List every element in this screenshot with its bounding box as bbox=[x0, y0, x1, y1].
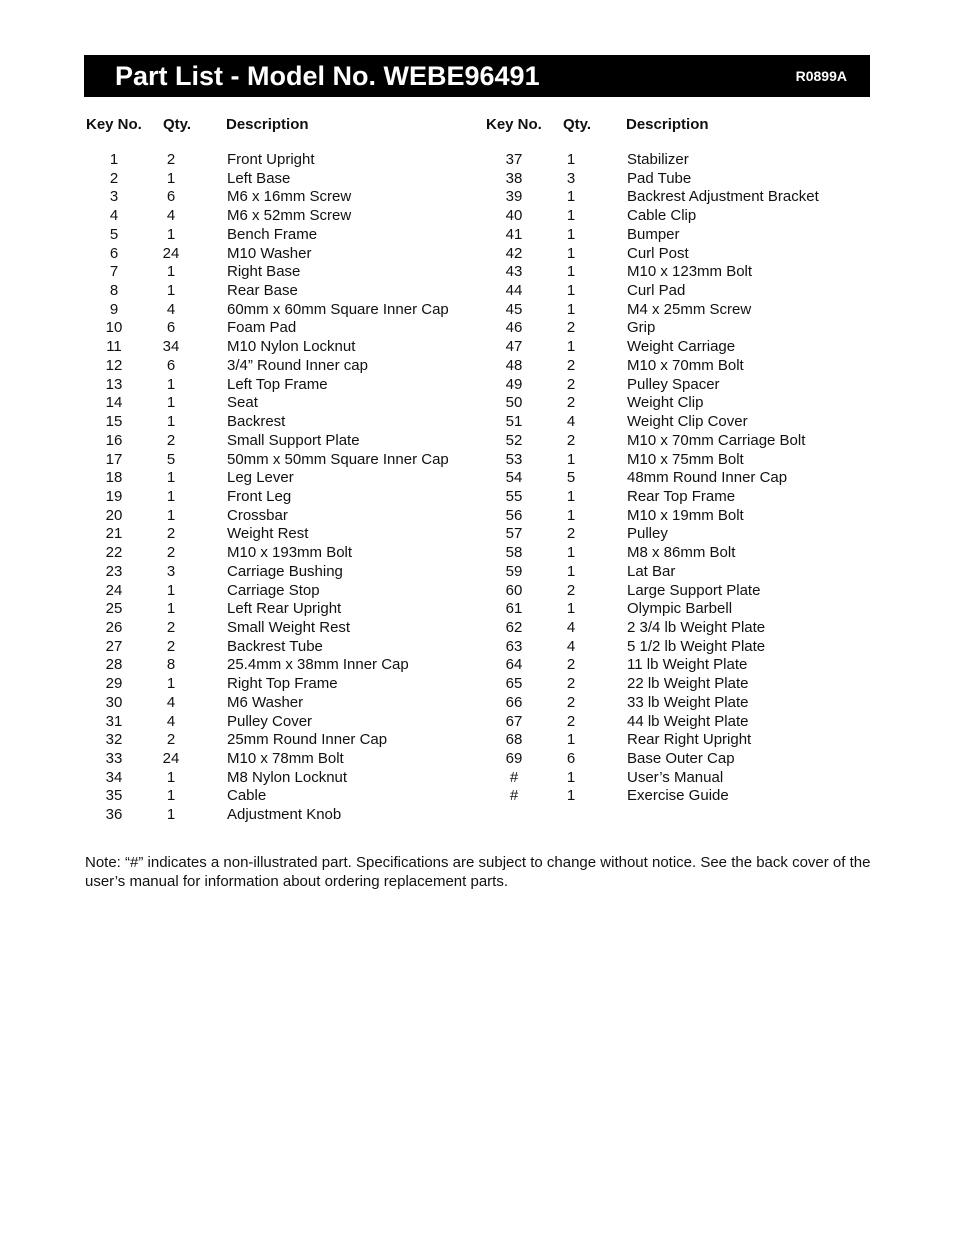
part-key-no: 30 bbox=[105, 693, 123, 711]
part-description: Backrest Adjustment Bracket bbox=[627, 188, 819, 206]
part-description: Rear Top Frame bbox=[627, 487, 736, 505]
part-qty: 2 bbox=[566, 375, 576, 393]
part-key-no: 60 bbox=[505, 581, 523, 599]
part-description: M6 x 52mm Screw bbox=[227, 207, 352, 225]
part-qty: 2 bbox=[166, 544, 176, 562]
part-description: Backrest Tube bbox=[227, 637, 323, 655]
part-key-no: 18 bbox=[105, 469, 123, 487]
part-description: Weight Carriage bbox=[627, 338, 736, 356]
part-description: M10 x 70mm Bolt bbox=[627, 356, 744, 374]
part-key-no: 35 bbox=[105, 787, 123, 805]
part-description: 2 3/4 lb Weight Plate bbox=[627, 618, 766, 636]
part-key-no: 48 bbox=[505, 356, 523, 374]
part-description: 11 lb Weight Plate bbox=[627, 656, 748, 674]
part-description: 50mm x 50mm Square Inner Cap bbox=[227, 450, 449, 468]
part-qty: 4 bbox=[566, 618, 576, 636]
part-key-no: 34 bbox=[105, 768, 123, 786]
part-key-no: 56 bbox=[505, 506, 523, 524]
part-description: M4 x 25mm Screw bbox=[627, 300, 752, 318]
part-description: Small Weight Rest bbox=[227, 618, 351, 636]
part-qty: 1 bbox=[166, 169, 176, 187]
part-qty: 24 bbox=[162, 244, 180, 262]
part-description: Crossbar bbox=[227, 506, 288, 524]
part-description: Adjustment Knob bbox=[227, 806, 342, 824]
part-qty: 2 bbox=[566, 581, 576, 599]
part-qty: 4 bbox=[166, 712, 176, 730]
part-description: 5 1/2 lb Weight Plate bbox=[627, 637, 766, 655]
part-key-no: 36 bbox=[105, 806, 123, 824]
part-qty: 1 bbox=[166, 394, 176, 412]
part-qty: 1 bbox=[566, 600, 576, 618]
part-qty: 4 bbox=[166, 207, 176, 225]
part-key-no: 64 bbox=[505, 656, 523, 674]
part-description: User’s Manual bbox=[627, 768, 724, 786]
part-description: Pulley Spacer bbox=[627, 375, 720, 393]
part-qty: 34 bbox=[162, 338, 180, 356]
part-qty: 2 bbox=[566, 712, 576, 730]
part-qty: 2 bbox=[566, 693, 576, 711]
part-key-no: 22 bbox=[105, 544, 123, 562]
part-description: Bumper bbox=[627, 225, 680, 243]
part-description: M8 x 86mm Bolt bbox=[627, 544, 736, 562]
part-key-no: 1 bbox=[109, 151, 119, 168]
part-key-no: 8 bbox=[109, 282, 119, 300]
part-key-no: 24 bbox=[105, 581, 123, 599]
part-description: 25.4mm x 38mm Inner Cap bbox=[227, 656, 409, 674]
part-key-no: 67 bbox=[505, 712, 523, 730]
part-qty: 1 bbox=[166, 581, 176, 599]
part-key-no: 54 bbox=[505, 469, 523, 487]
part-description: Lat Bar bbox=[627, 562, 676, 580]
part-qty: 1 bbox=[566, 225, 576, 243]
part-description: Cable bbox=[227, 787, 267, 805]
part-qty: 1 bbox=[166, 675, 176, 693]
part-key-no: 5 bbox=[109, 225, 119, 243]
part-qty: 24 bbox=[162, 750, 180, 767]
part-description: M10 x 70mm Carriage Bolt bbox=[627, 431, 806, 449]
part-key-no: 42 bbox=[505, 244, 523, 262]
part-key-no: 57 bbox=[505, 525, 523, 543]
part-description: M10 x 123mm Bolt bbox=[627, 263, 753, 281]
part-key-no: 27 bbox=[105, 637, 123, 655]
part-qty: 1 bbox=[166, 506, 176, 524]
part-description: 3/4” Round Inner cap bbox=[227, 356, 368, 374]
part-qty: 1 bbox=[566, 300, 576, 318]
part-qty: 1 bbox=[566, 562, 576, 580]
part-qty: 2 bbox=[166, 731, 176, 749]
part-key-no: 29 bbox=[105, 675, 123, 693]
part-description: Left Base bbox=[227, 169, 291, 187]
part-description: Stabilizer bbox=[627, 151, 689, 168]
part-qty: 8 bbox=[166, 656, 176, 674]
part-qty: 1 bbox=[566, 450, 576, 468]
part-key-no: 45 bbox=[505, 300, 523, 318]
part-key-no: 11 bbox=[106, 338, 122, 356]
part-qty: 4 bbox=[166, 693, 176, 711]
part-key-no: 3 bbox=[109, 188, 119, 206]
part-qty: 2 bbox=[166, 618, 176, 636]
part-key-no: 21 bbox=[105, 525, 123, 543]
part-description: Curl Pad bbox=[627, 282, 686, 300]
part-description: Right Base bbox=[227, 263, 301, 281]
part-key-no: 58 bbox=[505, 544, 523, 562]
part-key-no: 62 bbox=[505, 618, 523, 636]
part-description: Pulley bbox=[627, 525, 668, 543]
part-description: Pad Tube bbox=[627, 169, 692, 187]
part-qty: 2 bbox=[566, 656, 576, 674]
part-qty: 3 bbox=[166, 562, 176, 580]
part-qty: 1 bbox=[566, 487, 576, 505]
part-description: Base Outer Cap bbox=[627, 750, 735, 767]
part-description: Carriage Stop bbox=[227, 581, 320, 599]
part-description: M10 x 193mm Bolt bbox=[227, 544, 353, 562]
part-key-no: 63 bbox=[505, 637, 523, 655]
part-qty: 2 bbox=[566, 525, 576, 543]
part-qty: 1 bbox=[166, 413, 176, 431]
part-key-no: 43 bbox=[505, 263, 523, 281]
part-qty: 4 bbox=[166, 300, 176, 318]
part-key-no: 26 bbox=[105, 618, 123, 636]
part-description: M10 Nylon Locknut bbox=[227, 338, 356, 356]
part-description: Seat bbox=[227, 394, 258, 412]
part-description: 25mm Round Inner Cap bbox=[227, 731, 388, 749]
header-key-no: Key No. bbox=[86, 116, 142, 133]
part-key-no: 59 bbox=[505, 562, 523, 580]
part-qty: 1 bbox=[166, 487, 176, 505]
part-qty: 4 bbox=[566, 637, 576, 655]
part-description: M6 Washer bbox=[227, 693, 304, 711]
part-description: 22 lb Weight Plate bbox=[627, 675, 749, 693]
part-qty: 3 bbox=[566, 169, 576, 187]
part-qty: 1 bbox=[166, 600, 176, 618]
part-qty: 1 bbox=[566, 768, 576, 786]
part-qty: 6 bbox=[166, 188, 176, 206]
part-qty: 1 bbox=[566, 731, 576, 749]
part-description: Left Top Frame bbox=[227, 375, 328, 393]
part-description: M10 x 19mm Bolt bbox=[627, 506, 744, 524]
part-qty: 1 bbox=[566, 244, 576, 262]
part-key-no: 66 bbox=[505, 693, 523, 711]
part-qty: 4 bbox=[566, 413, 576, 431]
header-key-no: Key No. bbox=[486, 116, 542, 133]
part-description: Bench Frame bbox=[227, 225, 318, 243]
part-qty: 1 bbox=[166, 263, 176, 281]
part-qty: 1 bbox=[166, 768, 176, 786]
part-description: Pulley Cover bbox=[227, 712, 313, 730]
part-key-no: 68 bbox=[505, 731, 523, 749]
part-description: Weight Rest bbox=[227, 525, 309, 543]
part-key-no: # bbox=[509, 787, 519, 805]
part-qty: 1 bbox=[166, 469, 176, 487]
part-qty: 1 bbox=[566, 506, 576, 524]
header-description: Description bbox=[626, 116, 709, 133]
part-key-no: 28 bbox=[105, 656, 123, 674]
part-qty: 1 bbox=[166, 282, 176, 300]
part-description: Olympic Barbell bbox=[627, 600, 733, 618]
part-key-no: 17 bbox=[105, 450, 123, 468]
part-qty: 2 bbox=[566, 394, 576, 412]
part-qty: 1 bbox=[166, 787, 176, 805]
part-key-no: 2 bbox=[109, 169, 119, 187]
part-description: Front Upright bbox=[227, 151, 315, 168]
part-key-no: 12 bbox=[105, 356, 123, 374]
part-qty: 1 bbox=[166, 225, 176, 243]
part-qty: 1 bbox=[566, 282, 576, 300]
part-description: Foam Pad bbox=[227, 319, 297, 337]
part-key-no: 37 bbox=[505, 151, 523, 168]
part-key-no: 41 bbox=[505, 225, 523, 243]
part-key-no: 39 bbox=[505, 188, 523, 206]
part-key-no: 16 bbox=[105, 431, 123, 449]
part-key-no: 31 bbox=[105, 712, 123, 730]
part-description: Exercise Guide bbox=[627, 787, 729, 805]
part-key-no: 40 bbox=[505, 207, 523, 225]
part-description: Rear Base bbox=[227, 282, 298, 300]
part-qty: 2 bbox=[566, 431, 576, 449]
part-key-no: 50 bbox=[505, 394, 523, 412]
page-title: Part List - Model No. WEBE96491 bbox=[115, 61, 540, 91]
part-key-no: 15 bbox=[105, 413, 123, 431]
part-key-no: 44 bbox=[505, 282, 523, 300]
part-description: Grip bbox=[627, 319, 656, 337]
part-key-no: 19 bbox=[105, 487, 123, 505]
part-key-no: 55 bbox=[505, 487, 523, 505]
part-description: Weight Clip bbox=[627, 394, 704, 412]
part-key-no: 10 bbox=[105, 319, 123, 337]
part-description: M8 Nylon Locknut bbox=[227, 768, 348, 786]
part-description: Curl Post bbox=[627, 244, 689, 262]
header-qty: Qty. bbox=[563, 116, 592, 133]
part-key-no: 14 bbox=[105, 394, 123, 412]
part-description: 33 lb Weight Plate bbox=[627, 693, 749, 711]
part-qty: 2 bbox=[166, 431, 176, 449]
part-key-no: 52 bbox=[505, 431, 523, 449]
part-qty: 1 bbox=[566, 151, 576, 168]
part-key-no: 7 bbox=[109, 263, 119, 281]
part-description: M10 Washer bbox=[227, 244, 312, 262]
part-qty: 2 bbox=[566, 356, 576, 374]
part-description: Backrest bbox=[227, 413, 286, 431]
header-description: Description bbox=[226, 116, 309, 133]
part-description: Cable Clip bbox=[627, 207, 697, 225]
part-qty: 1 bbox=[566, 188, 576, 206]
part-key-no: 65 bbox=[505, 675, 523, 693]
part-key-no: 49 bbox=[505, 375, 523, 393]
part-description: Carriage Bushing bbox=[227, 562, 343, 580]
part-key-no: 47 bbox=[505, 338, 523, 356]
part-description: 48mm Round Inner Cap bbox=[627, 469, 788, 487]
part-qty: 1 bbox=[566, 338, 576, 356]
part-key-no: # bbox=[509, 768, 519, 786]
part-qty: 6 bbox=[166, 319, 176, 337]
part-key-no: 6 bbox=[109, 244, 119, 262]
part-description: M6 x 16mm Screw bbox=[227, 188, 352, 206]
part-qty: 1 bbox=[166, 375, 176, 393]
part-qty: 5 bbox=[566, 469, 576, 487]
part-description: Weight Clip Cover bbox=[627, 413, 748, 431]
part-key-no: 32 bbox=[105, 731, 123, 749]
part-key-no: 69 bbox=[505, 750, 523, 767]
part-description: Leg Lever bbox=[227, 469, 294, 487]
part-key-no: 9 bbox=[109, 300, 119, 318]
part-qty: 2 bbox=[166, 525, 176, 543]
part-qty: 1 bbox=[566, 263, 576, 281]
part-qty: 1 bbox=[166, 806, 176, 824]
part-key-no: 13 bbox=[105, 375, 123, 393]
part-qty: 2 bbox=[166, 637, 176, 655]
part-key-no: 4 bbox=[109, 207, 119, 225]
footnote: Note: “#” indicates a non-illustrated part. Specifications are subject to change without notice. See the back cover of the user’s manual for information about ordering replacement parts. bbox=[85, 854, 871, 890]
part-description: M10 x 78mm Bolt bbox=[227, 750, 344, 767]
part-key-no: 38 bbox=[505, 169, 523, 187]
part-qty: 1 bbox=[566, 207, 576, 225]
part-key-no: 33 bbox=[105, 750, 123, 767]
part-qty: 2 bbox=[166, 151, 176, 168]
part-key-no: 23 bbox=[105, 562, 123, 580]
part-description: 60mm x 60mm Square Inner Cap bbox=[227, 300, 449, 318]
part-qty: 6 bbox=[566, 750, 576, 767]
part-qty: 6 bbox=[166, 356, 176, 374]
part-description: Right Top Frame bbox=[227, 675, 338, 693]
part-qty: 5 bbox=[166, 450, 176, 468]
part-key-no: 53 bbox=[505, 450, 523, 468]
part-description: Small Support Plate bbox=[227, 431, 360, 449]
part-description: Left Rear Upright bbox=[227, 600, 342, 618]
part-description: Large Support Plate bbox=[627, 581, 761, 599]
part-key-no: 20 bbox=[105, 506, 123, 524]
part-key-no: 61 bbox=[505, 600, 523, 618]
title-bar bbox=[84, 55, 870, 97]
part-key-no: 25 bbox=[105, 600, 123, 618]
part-key-no: 46 bbox=[505, 319, 523, 337]
part-description: M10 x 75mm Bolt bbox=[627, 450, 744, 468]
part-qty: 2 bbox=[566, 319, 576, 337]
part-qty: 1 bbox=[566, 544, 576, 562]
part-description: Rear Right Upright bbox=[627, 731, 752, 749]
header-qty: Qty. bbox=[163, 116, 192, 133]
part-description: 44 lb Weight Plate bbox=[627, 712, 749, 730]
part-qty: 2 bbox=[566, 675, 576, 693]
part-description: Front Leg bbox=[227, 487, 292, 505]
part-qty: 1 bbox=[566, 787, 576, 805]
document-code: R0899A bbox=[795, 68, 847, 84]
part-key-no: 51 bbox=[505, 413, 523, 431]
